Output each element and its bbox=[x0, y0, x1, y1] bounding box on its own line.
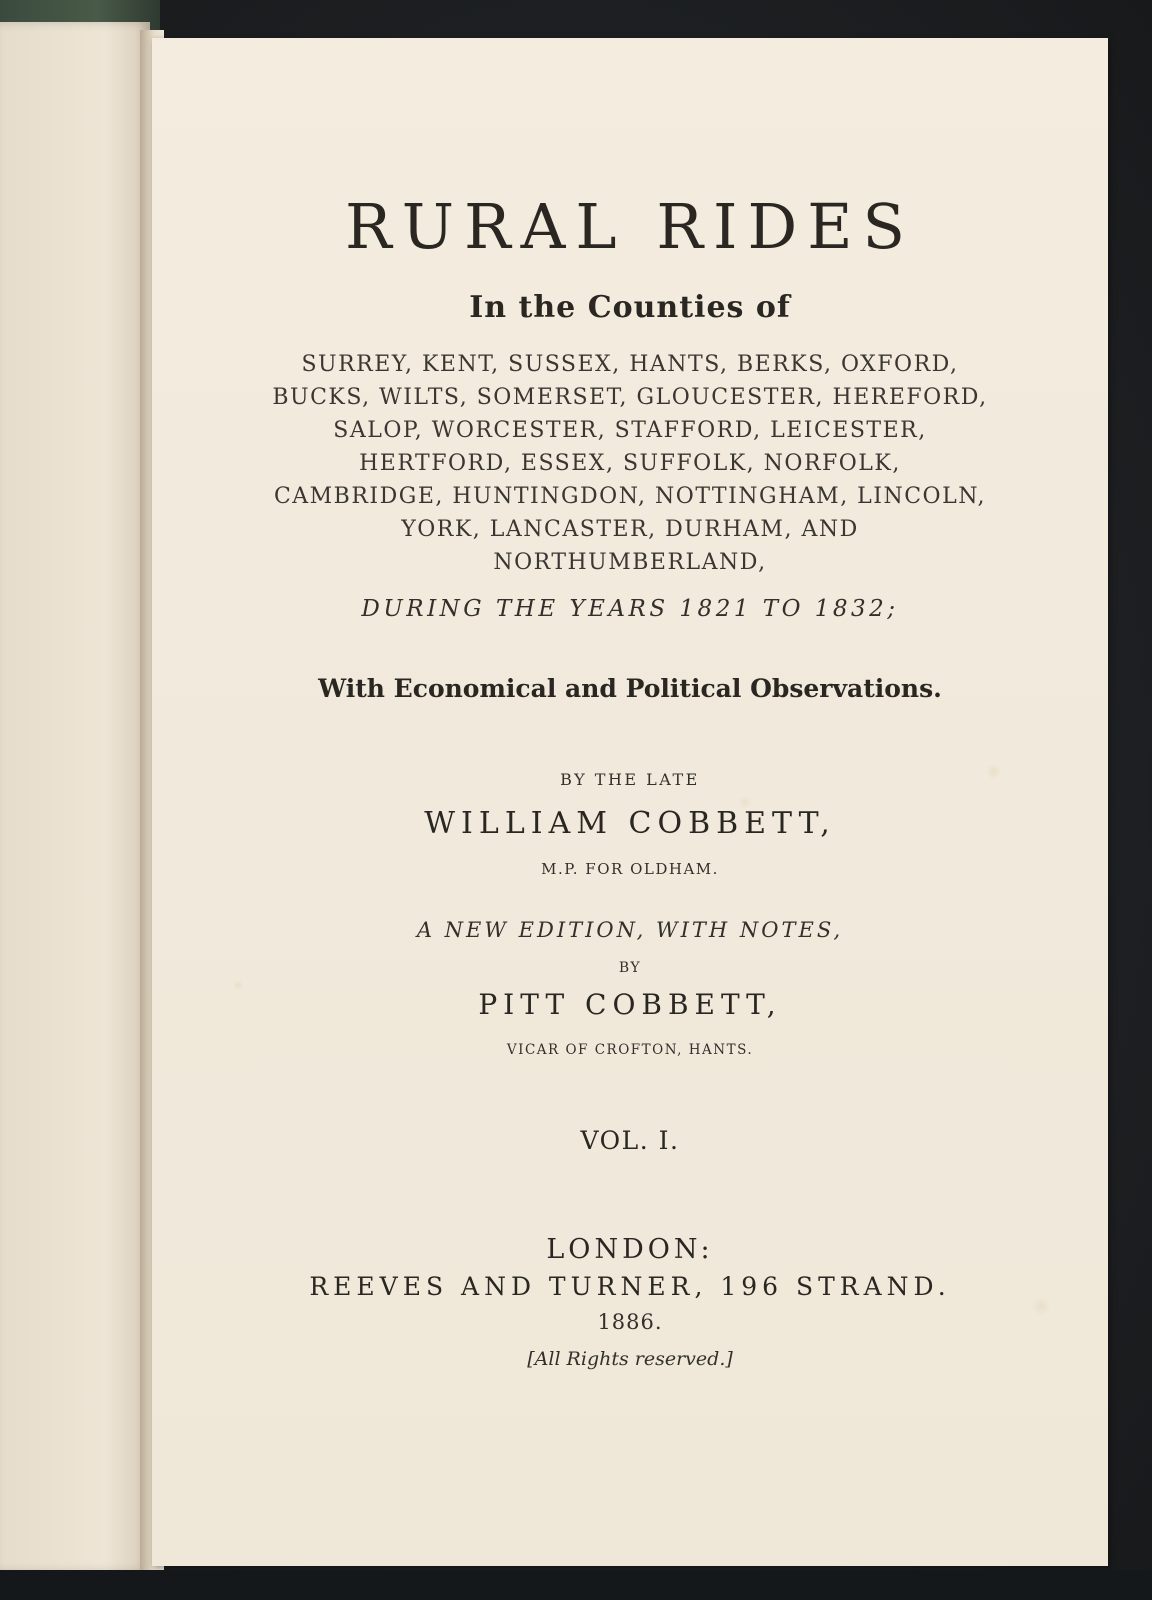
publication-year: 1886. bbox=[597, 1310, 663, 1334]
editor-name: PITT COBBETT, bbox=[478, 988, 782, 1021]
counties-line: BUCKS, WILTS, SOMERSET, GLOUCESTER, HEREFORD, bbox=[272, 385, 988, 410]
counties-line: NORTHUMBERLAND, bbox=[493, 550, 767, 575]
counties-line: YORK, LANCASTER, DURHAM, AND bbox=[401, 517, 859, 542]
counties-list bbox=[152, 348, 1108, 579]
by-the-late-label: BY THE LATE bbox=[560, 770, 700, 789]
publisher-line: REEVES AND TURNER, 196 STRAND. bbox=[309, 1272, 951, 1301]
background-surface bbox=[0, 1570, 1152, 1600]
counties-line: HERTFORD, ESSEX, SUFFOLK, NORFOLK, bbox=[359, 451, 901, 476]
edition-line: A NEW EDITION, WITH NOTES, bbox=[416, 918, 844, 942]
author-role: M.P. FOR OLDHAM. bbox=[541, 860, 719, 878]
by-label: BY bbox=[618, 960, 642, 976]
title-page bbox=[152, 38, 1108, 1566]
editor-role: VICAR OF CROFTON, HANTS. bbox=[506, 1042, 754, 1058]
counties-line: SURREY, KENT, SUSSEX, HANTS, BERKS, OXFORD, bbox=[301, 352, 959, 377]
book-subtitle: In the Counties of bbox=[469, 290, 791, 325]
book-title: RURAL RIDES bbox=[345, 190, 915, 263]
observations-line: With Economical and Political Observations. bbox=[318, 674, 942, 703]
rights-notice: [All Rights reserved.] bbox=[527, 1348, 733, 1370]
years-line: DURING THE YEARS 1821 TO 1832; bbox=[361, 596, 899, 622]
counties-line: CAMBRIDGE, HUNTINGDON, NOTTINGHAM, LINCOLN, bbox=[273, 484, 987, 509]
counties-line: SALOP, WORCESTER, STAFFORD, LEICESTER, bbox=[333, 418, 927, 443]
left-flyleaf-page bbox=[0, 22, 150, 1572]
publication-city: LONDON: bbox=[546, 1234, 714, 1265]
author-name: WILLIAM COBBETT, bbox=[424, 806, 836, 841]
volume-label: VOL. I. bbox=[580, 1126, 680, 1155]
